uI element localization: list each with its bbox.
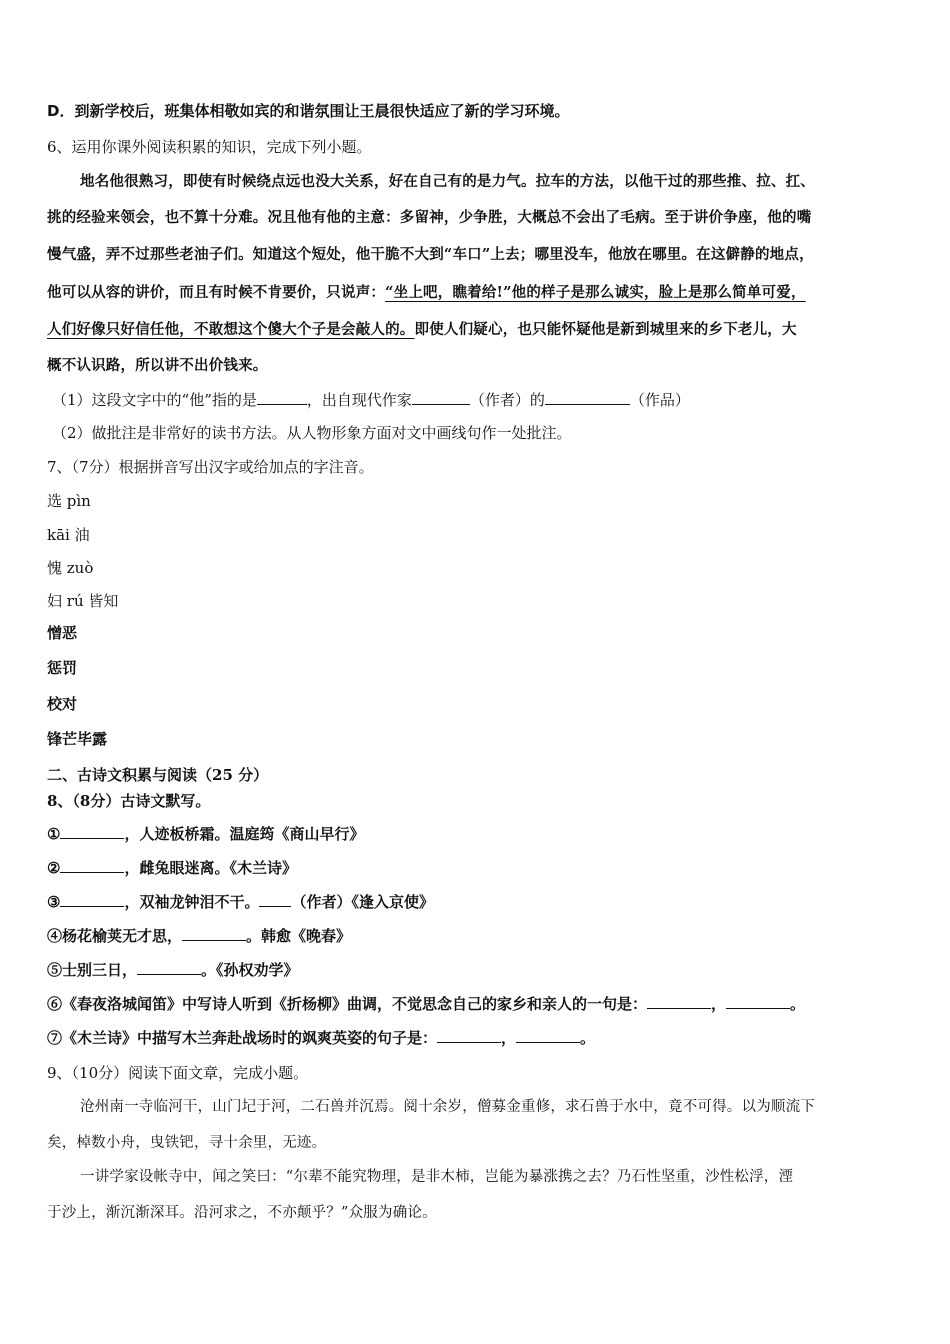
q6-title: 6、运用你课外阅读积累的知识，完成下列小题。: [47, 138, 372, 156]
passage-line-4-text: 他可以从容的讲价，而且有时候不肯要价，只说声：: [47, 284, 386, 301]
q7-item: 选 pìn: [47, 492, 91, 510]
answer-blank[interactable]: [516, 1028, 580, 1043]
q6-sub1: [52, 390, 690, 410]
underlined-sentence-part-1: “坐上吧，瞧着给!”他的样子是那么诚实，脸上是那么简单可爱，: [385, 284, 806, 301]
q9-passage-line: 矣，棹数小舟，曳铁钯，寻十余里，无迹。: [47, 1135, 327, 1151]
poem-line-3: [47, 892, 434, 912]
q7-item: 愧 zuò: [47, 559, 94, 577]
poem-line-1: [47, 824, 364, 844]
poem-line-2: [47, 858, 297, 878]
answer-blank[interactable]: [137, 960, 201, 975]
poem-line-3-source: （作者）《逢入京使》: [291, 893, 434, 911]
q9-title: 9、（10分）阅读下面文章，完成小题。: [47, 1064, 309, 1082]
q9-passage-line: 沧州南一寺临河干，山门圮于河，二石兽并沉焉。阅十余岁，僧募金重修，求石兽于水中，竟不可得。以为顺流下: [80, 1099, 815, 1115]
passage-line-6: 概不认识路，所以讲不出价钱来。: [47, 357, 268, 374]
poem-line-7-period: 。: [580, 1029, 596, 1047]
answer-blank-character[interactable]: [257, 390, 307, 405]
passage-line-5-text: 即使人们疑心，也只能怀疑他是新到城里来的乡下老儿，大: [414, 321, 797, 338]
poem-line-1-text: ，人迹板桥霜。温庭筠《商山早行》: [124, 825, 365, 843]
answer-blank[interactable]: [647, 994, 711, 1009]
option-d: [47, 101, 569, 121]
poem-line-2-text: ，雌兔眼迷离。《木兰诗》: [124, 859, 297, 877]
passage-line-1: 地名他很熟习，即使有时候绕点远也没大关系，好在自己有的是力气。拉车的方法，以他干过的那些推、拉、扛、: [80, 173, 815, 190]
q6-sub1-text-b: ，出自现代作家: [306, 391, 412, 409]
q9-passage-line: 于沙上，渐沉渐深耳。沿河求之，不亦颠乎？”众服为确论。: [47, 1205, 437, 1221]
poem-line-3-number: ③: [47, 893, 61, 911]
q6-sub2: （2）做批注是非常好的读书方法。从人物形象方面对文中画线句作一处批注。: [52, 424, 572, 442]
poem-line-6-period: 。: [790, 995, 806, 1013]
q7-item: 校对: [47, 695, 78, 713]
poem-line-6-text: ⑥《春夜洛城闻笛》中写诗人听到《折杨柳》曲调，不觉思念自己的家乡和亲人的一句是：: [47, 995, 648, 1013]
q8-title: 8、（8分）古诗文默写。: [47, 792, 211, 810]
poem-line-5: [47, 960, 299, 980]
passage-line-2: 挑的经验来领会，也不算十分难。况且他有他的主意：多留神，少争胜，大概总不会出了毛病。至于讲价争座，他的嘴: [47, 209, 812, 226]
q7-item: 憎恶: [47, 624, 78, 642]
q7-item: 妇 rú 皆知: [47, 592, 119, 610]
answer-blank[interactable]: [182, 926, 246, 941]
poem-line-4-text: ④杨花榆荚无才思，: [47, 927, 183, 945]
q6-sub1-text-c: （作者）的: [469, 391, 545, 409]
option-d-text: 到新学校后，班集体相敬如宾的和谐氛围让王晨很快适应了新的学习环境。: [74, 102, 570, 120]
underlined-sentence-part-2: 人们好像只好信任他，不敢想这个傻大个子是会敲人的。: [47, 321, 415, 338]
q7-item: 锋芒毕露: [47, 730, 108, 748]
passage-line-3: 慢气盛，弄不过那些老油子们。知道这个短处，他干脆不大到“车口”上去；哪里没车，他放在哪里。在这僻静的地点，: [47, 246, 814, 263]
poem-line-6-comma: ，: [711, 995, 727, 1013]
q6-sub1-text-d: （作品）: [629, 391, 690, 409]
poem-line-6: [47, 994, 805, 1014]
answer-blank-author[interactable]: [412, 390, 470, 405]
q7-item: 惩罚: [47, 659, 78, 677]
answer-blank-work[interactable]: [545, 390, 630, 405]
poem-line-2-number: ②: [47, 859, 61, 877]
poem-line-5-text: ⑤士别三日，: [47, 961, 138, 979]
answer-blank-author[interactable]: [259, 892, 291, 907]
option-d-label: D．: [47, 102, 75, 120]
poem-line-4: [47, 926, 351, 946]
section-heading: 二、古诗文积累与阅读（25 分）: [47, 766, 269, 784]
poem-line-3-text: ，双袖龙钟泪不干。: [124, 893, 260, 911]
poem-line-7-text: ⑦《木兰诗》中描写木兰奔赴战场时的飒爽英姿的句子是：: [47, 1029, 438, 1047]
answer-blank[interactable]: [60, 858, 124, 873]
poem-line-1-number: ①: [47, 825, 61, 843]
poem-line-7: [47, 1028, 595, 1048]
answer-blank[interactable]: [437, 1028, 501, 1043]
q7-title: 7、（7分）根据拼音写出汉字或给加点的字注音。: [47, 458, 374, 476]
poem-line-4-source: 。韩愈《晚春》: [246, 927, 352, 945]
q6-sub1-text-a: （1）这段文字中的“他”指的是: [52, 391, 257, 409]
answer-blank[interactable]: [60, 824, 124, 839]
answer-blank[interactable]: [726, 994, 790, 1009]
passage-line-5: [47, 320, 797, 340]
poem-line-5-source: 。《孙权劝学》: [201, 961, 299, 979]
q9-passage-line: 一讲学家设帐寺中，闻之笑曰：“尔辈不能究物理，是非木柿，岂能为暴涨携之去？乃石性坚重，沙性松浮，湮: [80, 1169, 794, 1185]
q7-item: kāi 油: [47, 526, 90, 544]
answer-blank[interactable]: [60, 892, 124, 907]
passage-line-4: [47, 283, 806, 303]
poem-line-7-comma: ，: [501, 1029, 517, 1047]
